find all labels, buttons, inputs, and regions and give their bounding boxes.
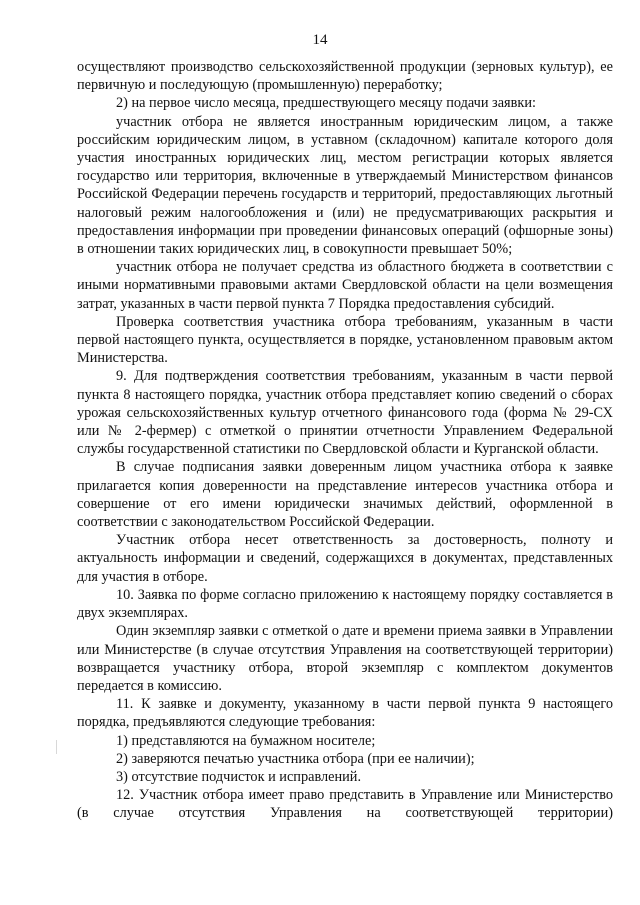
page-number: 14	[312, 32, 328, 48]
paragraph: 10. Заявка по форме согласно приложению к настоящему порядку составляется в двух экземплярах.	[77, 586, 613, 622]
document-body	[77, 58, 613, 823]
paragraph: Проверка соответствия участника отбора требованиям, указанным в части первой настоящего пункта, осуществляется в порядке, установленном правовым актом Министерства.	[77, 313, 613, 367]
margin-mark	[56, 740, 57, 754]
paragraph: 12. Участник отбора имеет право представить в Управление или Министерство (в случае отсутствия Управления на соответствующей территории)	[77, 787, 613, 822]
list-item: 1) представляются на бумажном носителе;	[116, 732, 376, 749]
paragraph: 2) на первое число месяца, предшествующего месяцу подачи заявки:	[116, 95, 536, 112]
paragraph: участник отбора не получает средства из областного бюджета в соответствии с иными нормативными правовыми актами Свердловской области на цели возмещения затрат, указанных в части первой пункта 7 Порядка предоставления субсидий.	[77, 259, 613, 312]
paragraph: Один экземпляр заявки с отметкой о дате и времени приема заявки в Управлении или Министерстве (в случае отсутствия Управления на соответствующей территории) возвращается участнику отбора, второй экземпляр с комплектом документов передается в комиссию.	[77, 623, 613, 694]
list-item: 3) отсутствие подчисток и исправлений.	[116, 768, 362, 785]
paragraph: 9. Для подтверждения соответствия требованиям, указанным в части первой пункта 8 настоящего порядка, участник отбора представляет копию сведений о сборах урожая сельскохозяйственных культур отчетного финансового года (форма № 29-СХ или № 2-фермер) с отметкой о принятии отчетности Управлением Федеральной службы государственной статистики по Свердловской области и Курганской области.	[77, 368, 613, 458]
paragraph: Участник отбора несет ответственность за достоверность, полноту и актуальность информации и сведений, содержащихся в документах, представленных для участия в отборе.	[77, 532, 613, 585]
list-item: 2) заверяются печатью участника отбора (при ее наличии);	[116, 750, 475, 767]
paragraph: В случае подписания заявки доверенным лицом участника отбора к заявке прилагается копия доверенности на представление интересов участника отбора и совершение от его имени юридически значимых действий, оформленной в соответствии с законодательством Российской Федерации.	[77, 459, 613, 531]
paragraph: участник отбора не является иностранным юридическим лицом, а также российским юридическим лицом, в уставном (складочном) капитале которого доля участия иностранных юридических лиц, местом регистрации которых является государство или территория, включенные в утверждаемый Министерством финансов Российской Федерации перечень государств и территорий, предоставляющих льготный налоговый режим налогообложения и (или) не предусматривающих раскрытия и предоставления информации при проведении финансовых операций (офшорные зоны) в отношении таких юридических лиц, в совокупности превышает 50%;	[77, 113, 613, 258]
paragraph: осуществляют производство сельскохозяйственной продукции (зерновых культур), ее первичную и последующую (промышленную) переработку;	[77, 59, 613, 94]
paragraph: 11. К заявке и документу, указанному в части первой пункта 9 настоящего порядка, предъявляются следующие требования:	[77, 696, 613, 731]
